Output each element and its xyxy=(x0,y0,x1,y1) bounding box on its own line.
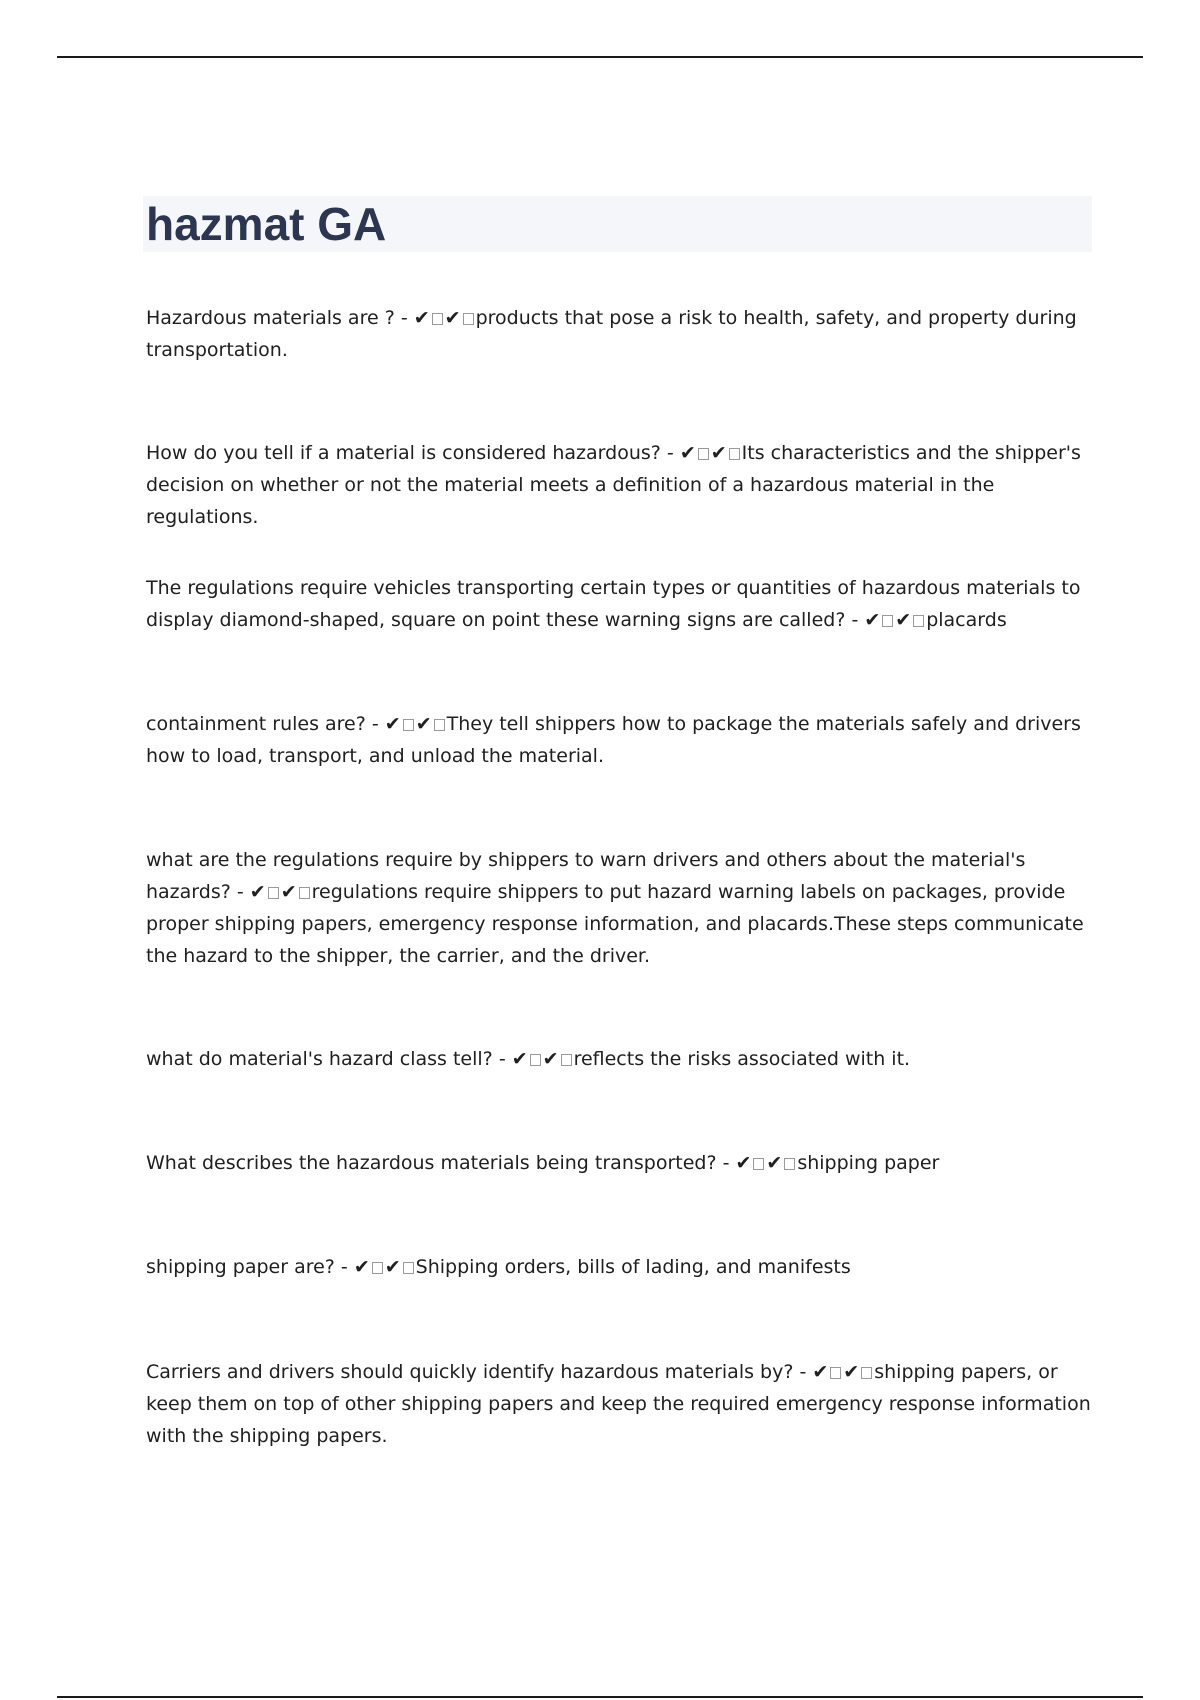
question-separator: - xyxy=(365,713,385,735)
question-separator: - xyxy=(845,609,865,631)
check-mark-icon: ✔ xyxy=(511,1048,528,1070)
empty-box-icon xyxy=(784,1158,795,1170)
top-rule xyxy=(57,56,1143,58)
empty-box-icon xyxy=(463,313,474,325)
empty-box-icon xyxy=(698,448,709,460)
document-title: hazmat GA xyxy=(146,198,387,250)
qa-item xyxy=(146,572,1091,636)
question-text: containment rules are? xyxy=(146,713,366,735)
question-text: what do material's hazard class tell? xyxy=(146,1048,493,1070)
check-mark-icon: ✔ xyxy=(542,1048,559,1070)
question-text: Carriers and drivers should quickly identify hazardous materials by? xyxy=(146,1361,794,1383)
check-mark-icon: ✔ xyxy=(895,609,912,631)
question-text: Hazardous materials are ? xyxy=(146,307,395,329)
empty-box-icon xyxy=(913,615,924,627)
check-mark-icon: ✔ xyxy=(864,609,881,631)
empty-box-icon xyxy=(432,313,443,325)
answer-text: regulations require shippers to put hazard warning labels on packages, provide proper shipping papers, emergency response information, and placards.These steps communicate the hazard to the shipper, the carrier, and the driver. xyxy=(146,881,1084,967)
check-mark-icon: ✔ xyxy=(415,713,432,735)
answer-text: They tell shippers how to package the materials safely and drivers how to load, transport, and unload the material. xyxy=(146,713,1081,767)
check-mark-icon: ✔ xyxy=(735,1152,752,1174)
answer-text: Shipping orders, bills of lading, and manifests xyxy=(415,1256,851,1278)
check-mark-icon: ✔ xyxy=(679,442,696,464)
empty-box-icon xyxy=(830,1367,841,1379)
check-mark-icon: ✔ xyxy=(249,881,266,903)
question-separator: - xyxy=(793,1361,813,1383)
empty-box-icon xyxy=(561,1054,572,1066)
question-text: The regulations require vehicles transporting certain types or quantities of hazardous materials to display diamond-shaped, square on point these warning signs are called? xyxy=(146,577,1081,631)
qa-item xyxy=(146,1356,1091,1452)
question-text: what are the regulations require by shippers to warn drivers and others about the material's hazards? xyxy=(146,849,1026,903)
check-mark-icon: ✔ xyxy=(353,1256,370,1278)
empty-box-icon xyxy=(861,1367,872,1379)
empty-box-icon xyxy=(372,1262,383,1274)
question-separator: - xyxy=(334,1256,354,1278)
check-mark-icon: ✔ xyxy=(843,1361,860,1383)
question-separator: - xyxy=(716,1152,736,1174)
qa-item xyxy=(146,844,1091,972)
answer-text: reflects the risks associated with it. xyxy=(573,1048,911,1070)
empty-box-icon xyxy=(729,448,740,460)
qa-item xyxy=(146,1251,1091,1283)
empty-box-icon xyxy=(753,1158,764,1170)
question-separator: - xyxy=(394,307,414,329)
question-separator: - xyxy=(660,442,680,464)
empty-box-icon xyxy=(268,887,279,899)
answer-text: placards xyxy=(926,609,1007,631)
question-separator: - xyxy=(492,1048,512,1070)
question-separator: - xyxy=(230,881,250,903)
check-mark-icon: ✔ xyxy=(766,1152,783,1174)
check-mark-icon: ✔ xyxy=(384,713,401,735)
empty-box-icon xyxy=(299,887,310,899)
check-mark-icon: ✔ xyxy=(280,881,297,903)
empty-box-icon xyxy=(530,1054,541,1066)
question-text: What describes the hazardous materials being transported? xyxy=(146,1152,717,1174)
qa-item xyxy=(146,1147,1091,1179)
question-text: How do you tell if a material is considered hazardous? xyxy=(146,442,661,464)
bottom-rule xyxy=(57,1696,1143,1698)
question-text: shipping paper are? xyxy=(146,1256,335,1278)
answer-text: Its characteristics and the shipper's decision on whether or not the material meets a definition of a hazardous material in the regulations. xyxy=(146,442,1081,528)
qa-item xyxy=(146,437,1091,533)
empty-box-icon xyxy=(403,719,414,731)
check-mark-icon: ✔ xyxy=(444,307,461,329)
empty-box-icon xyxy=(434,719,445,731)
check-mark-icon: ✔ xyxy=(812,1361,829,1383)
answer-text: shipping paper xyxy=(797,1152,940,1174)
answer-text: products that pose a risk to health, safety, and property during transportation. xyxy=(146,307,1077,361)
qa-item xyxy=(146,302,1091,366)
check-mark-icon: ✔ xyxy=(413,307,430,329)
answer-text: shipping papers, or keep them on top of other shipping papers and keep the required emergency response information with the shipping papers. xyxy=(146,1361,1091,1447)
empty-box-icon xyxy=(403,1262,414,1274)
qa-item xyxy=(146,1043,1091,1075)
empty-box-icon xyxy=(882,615,893,627)
check-mark-icon: ✔ xyxy=(710,442,727,464)
qa-item xyxy=(146,708,1091,772)
check-mark-icon: ✔ xyxy=(384,1256,401,1278)
